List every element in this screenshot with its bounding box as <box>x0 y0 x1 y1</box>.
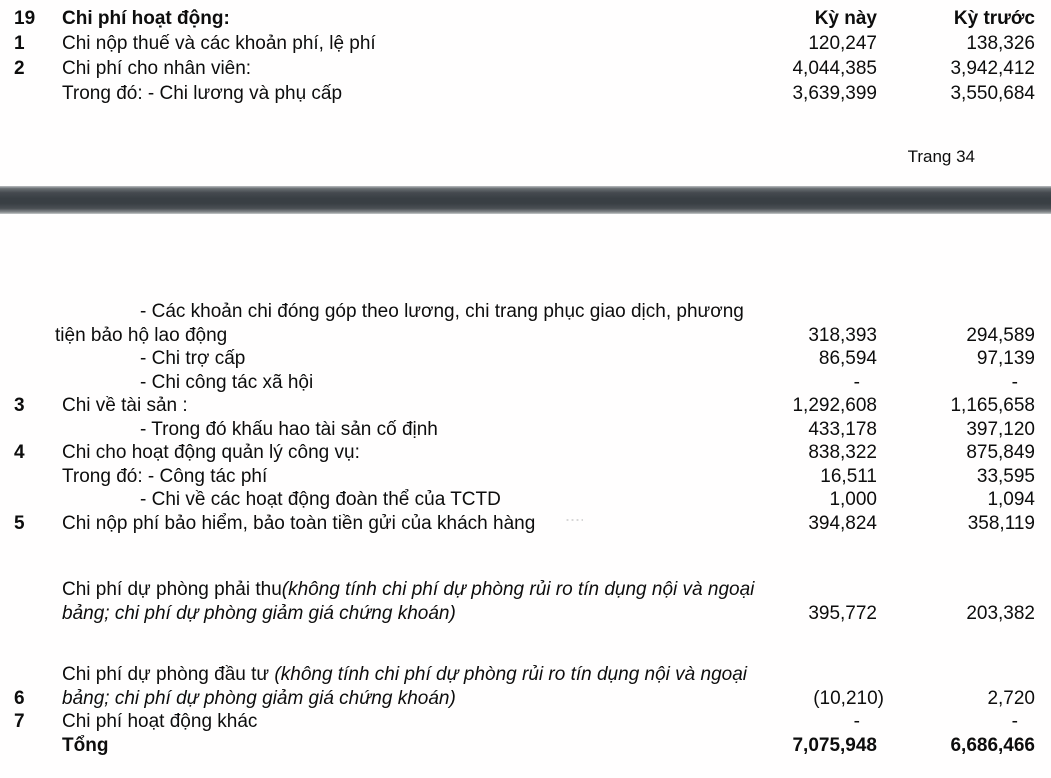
row-number: 7 <box>14 711 25 732</box>
row-number: 6 <box>14 687 25 709</box>
row-number <box>14 418 62 442</box>
value-previous: - <box>1011 371 1018 393</box>
row-label-note: bảng; chi phí dự phòng giảm giá chứng khoán) <box>62 602 456 624</box>
row-number <box>14 734 62 758</box>
value-current <box>707 300 877 324</box>
value-current: 1,292,608 <box>792 395 877 416</box>
table-row-admin-expenses <box>14 441 1035 465</box>
row-label-note: (không tính chi phí dự phòng rủi ro tín dụng nội và ngoại <box>281 579 755 600</box>
value-previous: 294,589 <box>966 324 1035 346</box>
row-number <box>14 465 62 489</box>
row-number: 1 <box>14 33 25 54</box>
section-gap <box>14 625 1035 663</box>
value-previous: 358,119 <box>967 512 1035 534</box>
value-current: 86,594 <box>818 348 877 369</box>
table-row-travel-expenses <box>14 465 1035 489</box>
row-label: Chi phí dự phòng phải thu <box>62 579 282 600</box>
row-label: Trong đó: - Công tác phí <box>62 465 268 487</box>
table-row-union-activities <box>14 488 1035 512</box>
row-label: Chi phí hoạt động khác <box>62 711 258 732</box>
row-number <box>14 347 62 371</box>
value-current: 4,044,385 <box>792 58 877 79</box>
value-current: - <box>853 711 860 732</box>
row-label: Trong đó: - Chi lương và phụ cấp <box>62 83 343 104</box>
page-number: Trang 34 <box>907 147 975 166</box>
value-previous: 3,942,412 <box>950 58 1035 79</box>
row-number <box>14 488 62 512</box>
table-row-subsidies <box>14 347 1035 371</box>
table-row-asset-expenses <box>14 394 1035 418</box>
row-label: Chi cho hoạt động quản lý công vụ: <box>62 442 360 463</box>
value-previous: 1,165,658 <box>950 395 1035 416</box>
row-number <box>14 602 62 626</box>
row-label: - Chi công tác xã hội <box>140 371 314 393</box>
row-label: - Các khoản chi đóng góp theo lương, chi trang phục giao dịch, phương <box>140 301 744 322</box>
value-previous <box>877 578 1035 602</box>
table-row-investment-provision-line2 <box>14 687 1035 711</box>
table-row-deposit-insurance <box>14 512 1035 536</box>
table-row-taxes-fees <box>14 31 1035 56</box>
scan-artifact <box>565 518 583 523</box>
row-label: - Trong đó khấu hao tài sản cố định <box>140 418 438 440</box>
value-previous: 397,120 <box>966 418 1035 440</box>
column-header-previous: Kỳ trước <box>953 8 1035 29</box>
row-number: 2 <box>14 58 25 79</box>
row-label-note: (không tính chi phí dự phòng rủi ro tín dụng nội và ngoại <box>274 664 748 685</box>
section-number: 19 <box>14 8 36 29</box>
table-row-salary-contributions-line1 <box>14 300 1035 324</box>
table-row-staff-expenses <box>14 56 1035 81</box>
value-current: 838,322 <box>808 442 877 463</box>
row-number <box>14 578 62 602</box>
table-row-receivable-provision-line1 <box>14 578 1035 602</box>
section-gap <box>14 535 1035 578</box>
value-previous: 2,720 <box>987 687 1035 709</box>
table-row-receivable-provision-line2 <box>14 602 1035 626</box>
value-previous: 3,550,684 <box>950 83 1035 104</box>
page-break-bar <box>0 186 1051 214</box>
value-previous <box>877 663 1035 687</box>
table-row-social-work <box>14 371 1035 395</box>
column-header-current: Kỳ này <box>814 8 877 29</box>
row-label: Chi về tài sản : <box>62 395 188 416</box>
row-number <box>14 300 62 324</box>
total-value-current: 7,075,948 <box>792 734 877 756</box>
row-number: 5 <box>14 512 25 534</box>
row-label: - Chi về các hoạt động đoàn thể của TCTD <box>140 489 501 510</box>
table-row-investment-provision-line1 <box>14 663 1035 687</box>
value-previous <box>877 300 1035 324</box>
row-label: Chi phí cho nhân viên: <box>62 58 252 79</box>
table-row-depreciation <box>14 418 1035 442</box>
value-previous: 138,326 <box>966 33 1035 54</box>
value-previous: 1,094 <box>987 489 1035 510</box>
table-row-total <box>14 734 1035 758</box>
table-row-salary-contributions-line2 <box>14 324 1035 348</box>
row-label: Chi phí dự phòng đầu tư <box>62 664 275 685</box>
row-label: Chi nộp phí bảo hiểm, bảo toàn tiền gửi của khách hàng <box>62 512 536 534</box>
value-current: 16,511 <box>820 465 877 487</box>
row-number <box>14 663 62 687</box>
value-current <box>707 578 877 602</box>
table-row-other-operating-expenses <box>14 710 1035 734</box>
table-bottom-section <box>14 300 1035 757</box>
value-current: 433,178 <box>808 418 877 440</box>
table-top-section <box>14 6 1035 106</box>
value-previous: 875,849 <box>966 442 1035 463</box>
total-label: Tổng <box>62 734 109 756</box>
row-label-note: bảng; chi phí dự phòng giảm giá chứng khoán) <box>62 687 456 709</box>
value-current: (10,210) <box>813 687 884 709</box>
row-number <box>14 81 62 106</box>
value-current: 395,772 <box>808 602 877 624</box>
value-previous: 33,595 <box>976 465 1035 487</box>
row-number: 4 <box>14 442 25 463</box>
value-current: 1,000 <box>829 489 877 510</box>
section-header-row <box>14 6 1035 31</box>
row-number <box>14 371 62 395</box>
table-row-salary-allowance <box>14 81 1035 106</box>
value-previous: - <box>1011 711 1018 732</box>
row-number: 3 <box>14 395 25 416</box>
value-current: 394,824 <box>808 512 877 534</box>
value-previous: 203,382 <box>966 602 1035 624</box>
value-current: 120,247 <box>808 33 877 54</box>
value-current <box>707 663 877 687</box>
row-label: Chi nộp thuế và các khoản phí, lệ phí <box>62 33 376 54</box>
value-previous: 97,139 <box>976 348 1035 369</box>
section-title: Chi phí hoạt động: <box>62 8 230 29</box>
row-label: tiện bảo hộ lao động <box>55 324 228 346</box>
value-current: 318,393 <box>808 324 877 346</box>
row-label: - Chi trợ cấp <box>140 348 246 369</box>
value-current: 3,639,399 <box>792 83 877 104</box>
total-value-previous: 6,686,466 <box>950 734 1035 756</box>
value-current: - <box>853 371 860 393</box>
